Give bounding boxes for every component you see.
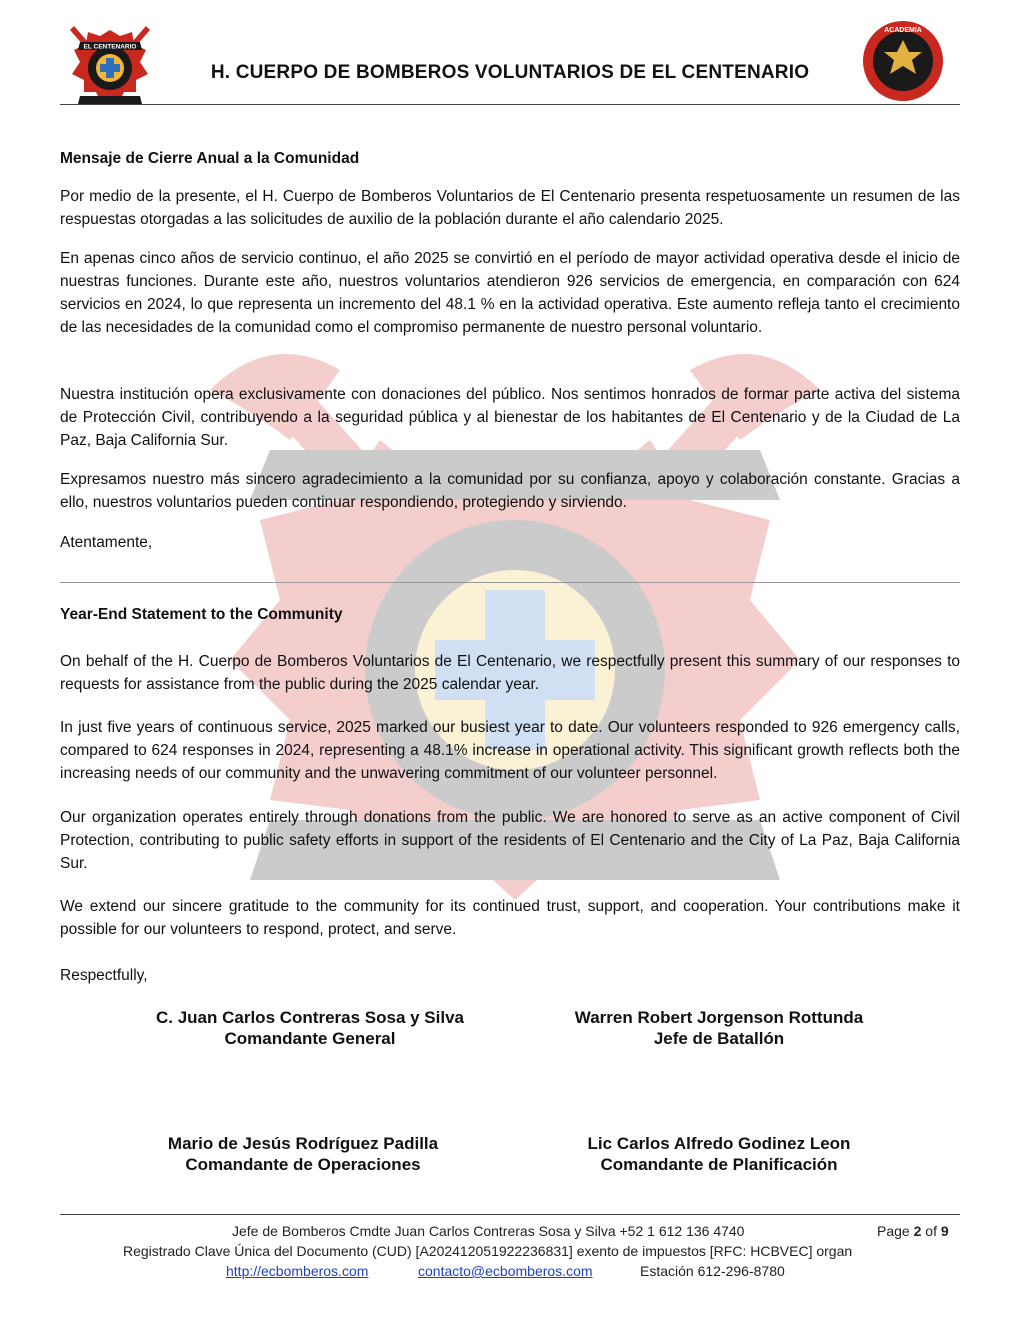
station-phone: Estación 612-296-8780 <box>640 1263 785 1279</box>
english-paragraph-3: Our organization operates entirely through donations from the public. We are honored to serve as an active component of Civil Protection, contributing to public safety efforts in support of the residents of El Centenario and the City of La Paz, Baja California Sur. <box>60 809 960 872</box>
page-number <box>877 1223 949 1239</box>
logo-right-text: ACADEMIA <box>884 27 922 34</box>
page-of: of <box>925 1223 937 1239</box>
footer-registration-line: Registrado Clave Única del Documento (CUD) [A202412051922236831] exento de impuestos [RFC: HCBVEC] organ <box>123 1243 853 1259</box>
signatory-role: Comandante de Operaciones <box>185 1155 421 1174</box>
english-closing: Respectfully, <box>60 967 148 984</box>
signatory-name: Warren Robert Jorgenson Rottunda <box>574 1008 864 1027</box>
signatory-role: Comandante General <box>224 1029 396 1048</box>
email-link[interactable]: contacto@ecbomberos.com <box>418 1263 593 1279</box>
footer-contact-line: Jefe de Bomberos Cmdte Juan Carlos Contreras Sosa y Silva +52 1 612 136 4740 <box>232 1223 745 1239</box>
footer-divider <box>60 1214 960 1215</box>
page-label: Page <box>877 1223 910 1239</box>
signatory-role: Jefe de Batallón <box>653 1029 785 1048</box>
section-divider <box>60 582 960 583</box>
academy-logo-icon <box>860 18 946 104</box>
page-current: 2 <box>913 1223 922 1239</box>
english-paragraph-4: We extend our sincere gratitude to the community for its continued trust, support, and cooperation. Your contributions make it possible for our volunteers to respond, protect, and serve. <box>60 898 960 938</box>
signature-block-operations <box>103 1133 503 1175</box>
spanish-closing: Atentamente, <box>60 534 153 551</box>
signatory-name: Lic Carlos Alfredo Godinez Leon <box>587 1134 851 1153</box>
signatory-name: C. Juan Carlos Contreras Sosa y Silva <box>155 1008 464 1027</box>
english-paragraph-2: In just five years of continuous service, 2025 marked our busiest year to date. Our volunteers responded to 926 emergency calls, compared to 624 responses in 2024, representing a 48.1% increase in operational activity. This significant growth reflects both the increasing needs of our community and the unwavering commitment of our volunteer personnel. <box>60 719 960 782</box>
spanish-paragraph-1: Por medio de la presente, el H. Cuerpo de Bomberos Voluntarios de El Centenario presenta respetuosamente un resumen de las respuestas otorgadas a las solicitudes de auxilio de la población durante el año calendario 2025. <box>60 188 960 228</box>
spanish-paragraph-4: Expresamos nuestro más sincero agradecimiento a la comunidad por su confianza, apoyo y colaboración constante. Gracias a ello, nuestros voluntarios pueden continuar respondiendo, protegiendo y sirviendo. <box>60 471 960 511</box>
page-total: 9 <box>940 1223 949 1239</box>
fire-department-logo-icon <box>62 16 158 112</box>
signature-block-planning <box>519 1133 919 1175</box>
website-link[interactable]: http://ecbomberos.com <box>226 1263 369 1279</box>
signature-block-general <box>110 1007 510 1049</box>
signatory-name: Mario de Jesús Rodríguez Padilla <box>167 1134 439 1153</box>
spanish-heading: Mensaje de Cierre Anual a la Comunidad <box>60 150 360 167</box>
header-divider <box>60 104 960 105</box>
spanish-paragraph-3: Nuestra institución opera exclusivamente con donaciones del público. Nos sentimos honrados de formar parte activa del sistema de Protección Civil, contribuyendo a la seguridad pública y al bienestar de los habitantes de El Centenario y de la Ciudad de La Paz, Baja California Sur. <box>60 386 960 449</box>
english-heading: Year-End Statement to the Community <box>60 606 343 623</box>
logo-left-text: EL CENTENARIO <box>83 43 137 51</box>
page-title: H. CUERPO DE BOMBEROS VOLUNTARIOS DE EL CENTENARIO <box>210 62 810 83</box>
signature-block-battalion <box>519 1007 919 1049</box>
english-paragraph-1: On behalf of the H. Cuerpo de Bomberos Voluntarios de El Centenario, we respectfully present this summary of our responses to requests for assistance from the public during the 2025 calendar year. <box>60 653 960 693</box>
spanish-paragraph-2: En apenas cinco años de servicio continuo, el año 2025 se convirtió en el período de mayor actividad operativa desde el inicio de nuestras funciones. Durante este año, nuestros voluntarios atendieron 926 servicios de emergencia, en comparación con 624 servicios en 2024, lo que representa un incremento del 48.1 % en la actividad operativa. Este aumento refleja tanto el crecimiento de las necesidades de la comunidad como el compromiso permanente de nuestro personal voluntario. <box>60 250 960 336</box>
signatory-role: Comandante de Planificación <box>600 1155 838 1174</box>
